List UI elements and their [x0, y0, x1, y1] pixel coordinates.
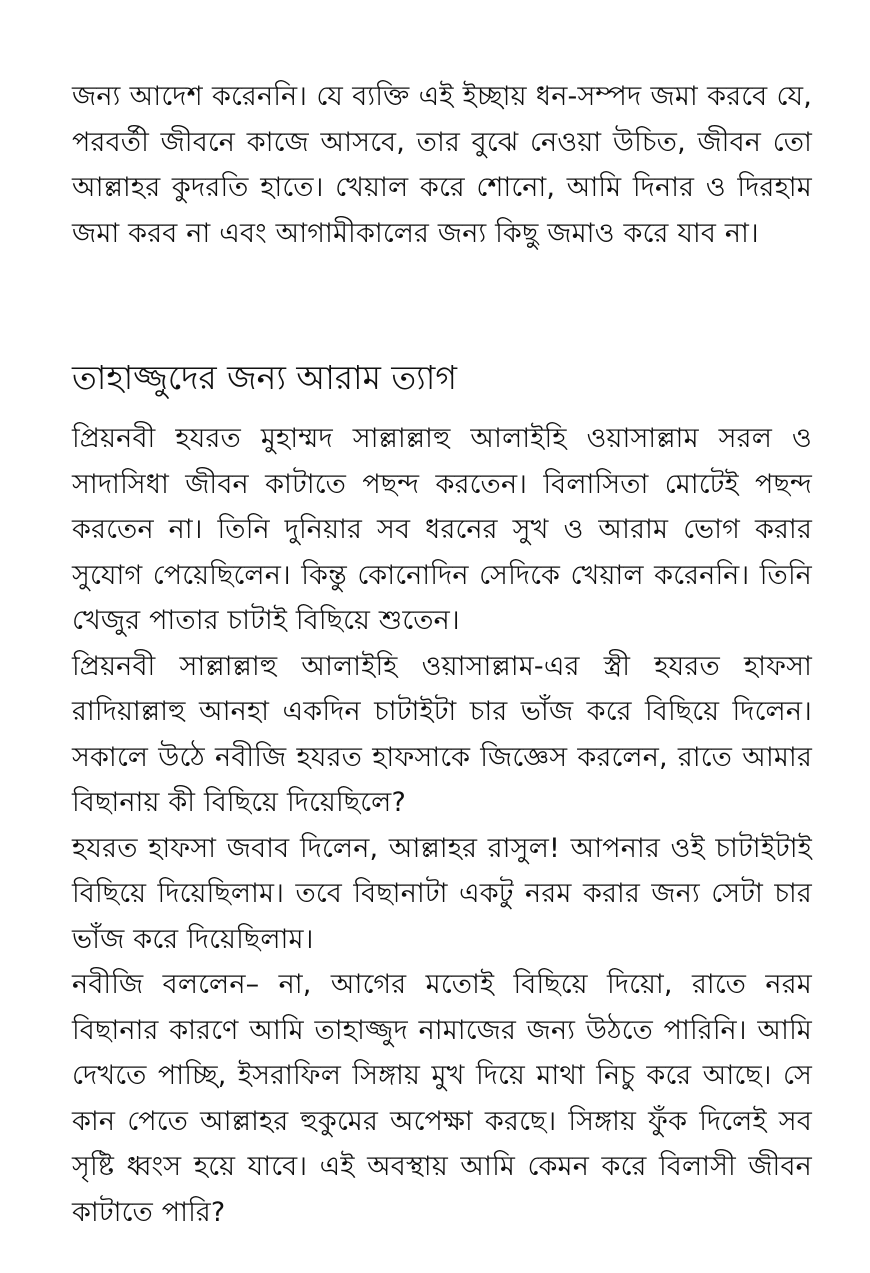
paragraph-2: প্রিয়নবী সাল্লাল্লাহু আলাইহি ওয়াসাল্লাম-এর স্ত্রী হযরত হাফসা রাদিয়াল্লাহু আনহা একদিন চাটাইটা চার ভাঁজ করে বিছিয়ে দিলেন। সকালে উঠে নবীজি হযরত হাফসাকে জিজ্ঞেস করলেন, রাতে আমার বিছানায় কী বিছিয়ে দিয়েছিলে?	[72, 650, 812, 818]
intro-paragraph: জন্য আদেশ করেননি। যে ব্যক্তি এই ইচ্ছায় ধন-সম্পদ জমা করবে যে, পরবর্তী জীবনে কাজে আসবে, তার বুঝে নেওয়া উচিত, জীবন তো আল্লাহর কুদরতি হাতে। খেয়াল করে শোনো, আমি দিনার ও দিরহাম জমা করব না এবং আগামীকালের জন্য কিছু জমাও করে যাব না।	[72, 81, 812, 249]
paragraph-3: হযরত হাফসা জবাব দিলেন, আল্লাহর রাসুল! আপনার ওই চাটাইটাই বিছিয়ে দিয়েছিলাম। তবে বিছানাটা একটু নরম করার জন্য সেটা চার ভাঁজ করে দিয়েছিলাম।	[72, 832, 812, 955]
section-heading: তাহাজ্জুদের জন্য আরাম ত্যাগ	[72, 358, 457, 397]
paragraph-1: প্রিয়নবী হযরত মুহাম্মদ সাল্লাল্লাহু আলাইহি ওয়াসাল্লাম সরল ও সাদাসিধা জীবন কাটাতে পছন্দ করতেন। বিলাসিতা মোটেই পছন্দ করতেন না। তিনি দুনিয়ার সব ধরনের সুখ ও আরাম ভোগ করার সুযোগ পেয়েছিলেন। কিন্তু কোনোদিন সেদিকে খেয়াল করেননি। তিনি খেজুর পাতার চাটাই বিছিয়ে শুতেন।	[72, 423, 812, 636]
paragraph-4: নবীজি বললেন– না, আগের মতোই বিছিয়ে দিয়ো, রাতে নরম বিছানার কারণে আমি তাহাজ্জুদ নামাজের জন্য উঠতে পারিনি। আমি দেখতে পাচ্ছি, ইসরাফিল সিঙ্গায় মুখ দিয়ে মাথা নিচু করে আছে। সে কান পেতে আল্লাহর হুকুমের অপেক্ষা করছে। সিঙ্গায় ফুঁক দিলেই সব সৃষ্টি ধ্বংস হয়ে যাবে। এই অবস্থায় আমি কেমন করে বিলাসী জীবন কাটাতে পারি?	[72, 969, 812, 1228]
book-page	[72, 74, 812, 1235]
